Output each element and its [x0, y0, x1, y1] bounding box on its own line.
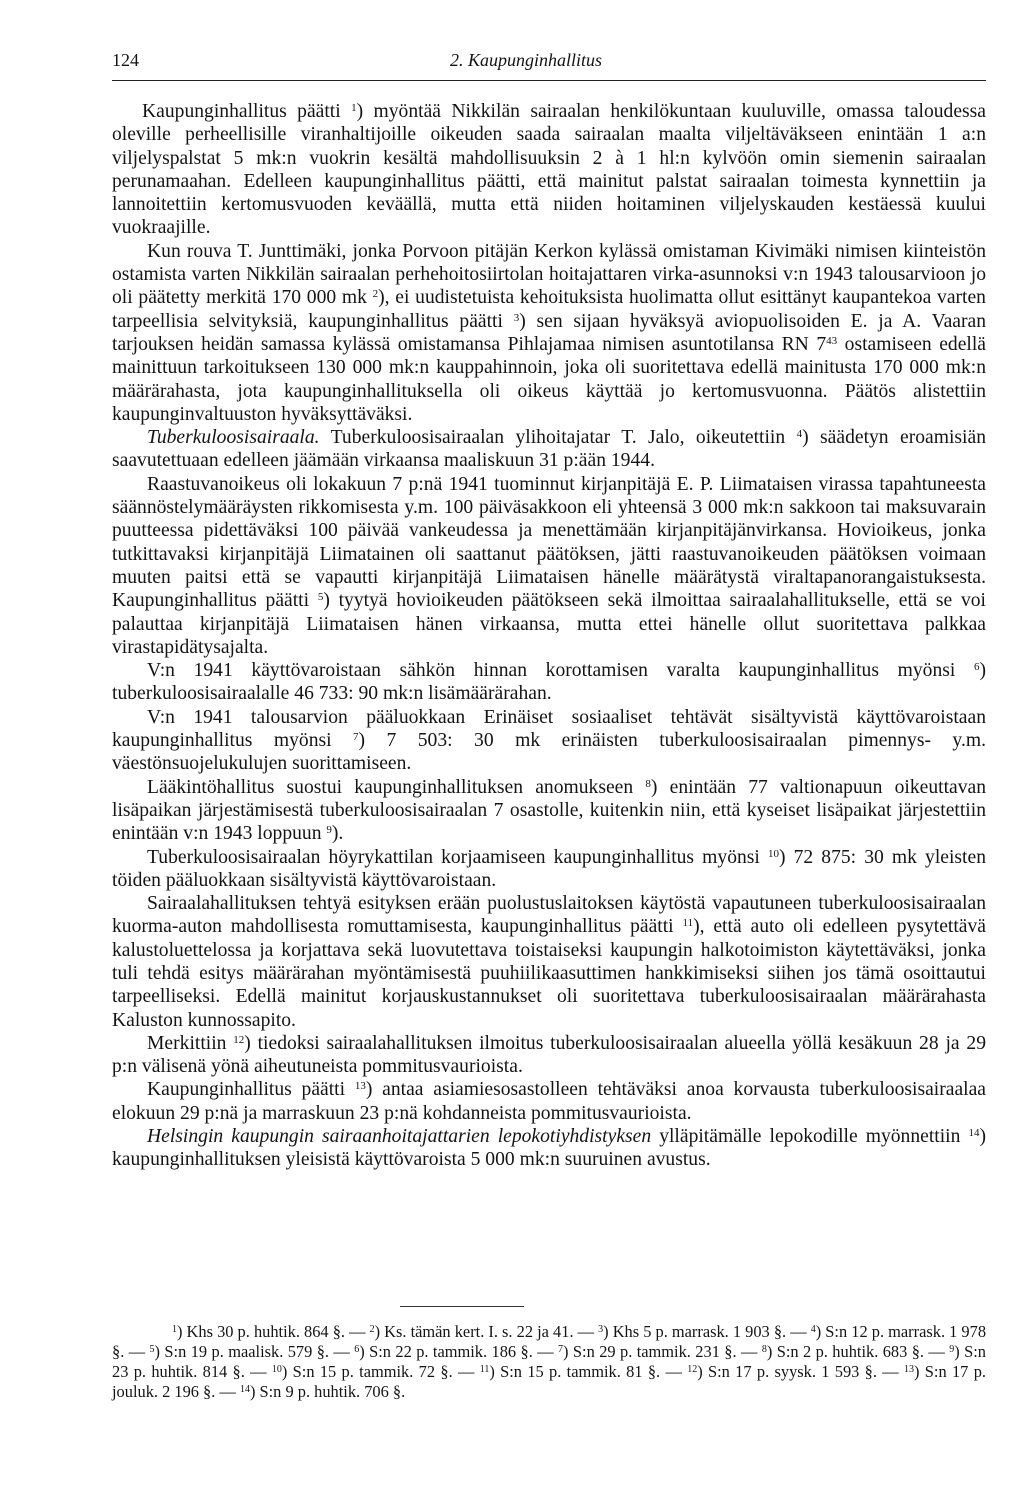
text-run: Tuberkuloosisairaalan ylihoitajatar T. Jalo, oikeutettiin: [319, 427, 797, 449]
text-run: Raastuvanoikeus oli lokakuun 7 p:nä 1941 tuominnut kirjanpitäjä E. P. Liimataisen virassa tapahtuneesta säännöstelymääräysten rikkomisesta y.m. 100 päiväsakkoon eli yhteensä 3 000 mk:n sakkoon tai maksuvarain puutteessa pidettäväksi 100 päivää vankeudessa ja menettämään kirjanpitäjänvirkansa. Hovioikeus, jonka tutkittavaksi kirjanpitäjä Liimatainen oli saattanut päätöksen, jätti raastuvanoikeuden päätöksen voimaan muuten paitsi että se vapautti kirjanpitäjä Liimataisen hänelle määrätystä viraltapanorangaistuksesta. Kaupunginhallitus päätti: [112, 473, 986, 612]
page-header: [112, 46, 986, 81]
text-run: ) S:n 23 p. huhtik. 814 §. —: [112, 1342, 986, 1381]
text-run: ) S:n 12 p. marrask. 1 978 §. —: [112, 1322, 987, 1361]
footnote-marker: 3: [513, 311, 520, 324]
footnote-marker: 8: [645, 777, 651, 790]
italic-heading: Helsingin kaupungin sairaanhoitajattarien lepokotiyhdistyksen: [147, 1126, 652, 1148]
text-run: Sairaalahallituksen tehtyä esityksen erään puolustuslaitoksen käytöstä vapautuneen tuberkuloosisairaalan kuorma-auton mahdollisesta romuttamisesta, kaupunginhallitus päätti: [112, 893, 986, 938]
footnote-marker: 5: [149, 1344, 155, 1355]
paragraph: [112, 706, 986, 776]
paragraph: [112, 1032, 986, 1079]
paragraph: [112, 659, 986, 706]
text-run: Kaupunginhallitus päätti: [147, 1079, 355, 1101]
paragraph: [112, 473, 986, 659]
footnote-marker: 10: [271, 1364, 282, 1375]
footnote-marker: 13: [904, 1364, 915, 1375]
footnote-marker: 4: [810, 1324, 816, 1335]
text-run: ).: [331, 823, 344, 845]
footnote-marker: 1: [172, 1324, 177, 1335]
footnote-marker: 11: [479, 1364, 490, 1375]
paragraph: [112, 892, 986, 1032]
footnote-marker: 6: [354, 1344, 360, 1355]
text-run: ), ei uudistetuista kehoituksista huolimatta ollut esittänyt kaupantekoa varten tarpeellisia selvityksiä, kaupunginhallitus päätti: [112, 287, 986, 332]
text-run: ) tyytyä hovioikeuden päätökseen sekä ilmoittaa sairaalahallitukselle, että se voi palauttaa kirjanpitäjä Liimataisen hänen virkaansa, mutta ettei hänelle ollut suoritettava palkkaa virastapidätysajalta.: [112, 590, 986, 658]
text-run: ) S:n 9 p. huhtik. 706 §.: [249, 1382, 406, 1401]
footnote-marker: 14: [239, 1384, 250, 1395]
text-run: ) sen sijaan hyväksyä aviopuolisoiden E. ja A. Vaaran tarjouksen heidän samassa kylässä omistamansa Pihlajamaa nimisen asuntotilansa RN 7: [112, 310, 986, 355]
text-run: ) säädetyn eroamisiän saavutettuaan edelleen jäämään virkaansa maaliskuun 31 p:ään 1944.: [112, 427, 986, 472]
text-run: V:n 1941 käyttövaroistaan sähkön hinnan korottamisen varalta kaupunginhallitus myönsi: [147, 660, 974, 682]
paragraph: [112, 1125, 986, 1172]
footnote-marker: 12: [233, 1033, 245, 1046]
footnote-marker: 2: [372, 288, 379, 301]
paragraph: [112, 776, 986, 846]
text-run: Kun rouva T. Junttimäki, jonka Porvoon pitäjän Kerkon kylässä omistaman Kivimäki nimisen kiinteistön ostamista varten Nikkilän sairaalan perhehoitosiirtolan hoitajattaren virka-asunnoksi v:n 1943 talousarvioon jo oli päätetty merkitä 170 000 mk: [112, 240, 986, 309]
text-run: ) 7 503: 30 mk erinäisten tuberkuloosisairaalan pimennys- y.m. väestönsuojelukulujen suorittamiseen.: [112, 730, 986, 775]
footnotes: [112, 1322, 986, 1402]
text-run: ) Khs 5 p. marrask. 1 903 §. —: [603, 1322, 811, 1341]
footnote-marker: 4: [796, 428, 803, 441]
footnote-marker: 9: [949, 1344, 955, 1355]
text-run: ) kaupunginhallituksen yleisistä käyttövaroista 5 000 mk:n suuruinen avustus.: [112, 1126, 986, 1171]
footnote-marker: 7: [353, 731, 359, 744]
footnote-marker: 43: [826, 334, 838, 347]
paragraph: [112, 240, 986, 426]
running-title: 2. Kaupunginhallitus: [450, 50, 603, 70]
footnote-marker: 6: [973, 661, 980, 674]
text-run: ) enintään 77 valtionapuun oikeuttavan lisäpaikan järjestämisestä tuberkuloosisairaalan 7 osastolle, kuitenkin niin, että kyseiset lisäpaikat järjestettiin enintään v:n 1943 loppuun: [112, 776, 986, 845]
paragraph: [112, 846, 986, 893]
footnote-divider: [400, 1306, 524, 1307]
footnote-marker: 1: [351, 102, 357, 114]
text-run: ) tuberkuloosisairaalalle 46 733: 90 mk:n lisämäärärahan.: [112, 660, 986, 705]
footnote-text: [112, 1322, 986, 1402]
text-run: ) S:n 22 p. tammik. 186 §. —: [359, 1342, 559, 1361]
text-run: Tuberkuloosisairaalan höyrykattilan korjaamiseen kaupunginhallitus myönsi: [147, 846, 768, 868]
text-run: ), että auto oli edelleen pysytettävä kalustoluettelossa ja korjattava sekä luovutettava toistaiseksi kaupungin halkotoimiston käytettäväksi, jonka tuli tehdä esitys määrärahan myöntämisestä puuhiilikaasuttimen hankkimiseksi siihen jos tämä osoittautui tarpeelliseksi. Edellä mainitut korjauskustannukset oli suoritettava tuberkuloosisairaalan määrärahasta Kaluston kunnossapito.: [112, 916, 986, 1031]
paragraph: [112, 100, 986, 240]
text-run: ) S:n 15 p. tammik. 81 §. —: [489, 1362, 688, 1381]
footnote-marker: 14: [968, 1127, 980, 1140]
paragraph: [112, 1078, 986, 1125]
footnote-marker: 10: [767, 847, 779, 860]
footnote-marker: 9: [326, 824, 332, 837]
footnote-marker: 3: [598, 1324, 604, 1335]
text-run: ) S:n 15 p. tammik. 72 §. —: [281, 1362, 480, 1381]
text-run: ) myöntää Nikkilän sairaalan henkilökuntaan kuuluville, omassa taloudessa oleville perheellisille viranhaltijoille oikeuden saada sairaalan maalta viljeltäväkseen enintään 1 a:n viljelyspalstat 5 mk:n vuokrin kesältä mahdollisuuksin 2 à 1 hl:n kylvöön omin siemenin sairaalan perunamaahan. Edelleen kaupunginhallitus päätti, että mainitut palstat sairaalan toimesta kynnettiin ja lannoitettiin kertomusvuoden keväällä, mutta että niiden hoitaminen viljelyskauden kestäessä kuului vuokraajille.: [112, 101, 986, 239]
paragraph: [112, 426, 986, 473]
text-run: ) S:n 17 p. syysk. 1 593 §. —: [697, 1362, 905, 1381]
text-run: ) Ks. tämän kert. I. s. 22 ja 41. —: [374, 1322, 599, 1341]
footnote-marker: 11: [682, 917, 694, 930]
text-run: ) tiedoksi sairaalahallituksen ilmoitus tuberkuloosisairaalan alueella yöllä kesäkuun 28 ja 29 p:n välisenä yönä aiheutuneista pommitusvaurioista.: [112, 1032, 986, 1078]
footnote-marker: 12: [687, 1364, 698, 1375]
text-run: ) 72 875: 30 mk yleisten töiden pääluokkaan sisältyvistä käyttövaroistaan.: [112, 846, 986, 891]
text-run: Lääkintöhallitus suostui kaupunginhallituksen anomukseen: [147, 776, 646, 798]
text-run: ) antaa asiamiesosastolleen tehtäväksi anoa korvausta tuberkuloosisairaalaa elokuun 29 p:nä ja marraskuun 23 p:nä kohdanneista pommitusvaurioista.: [112, 1079, 986, 1124]
text-run: ) Khs 30 p. huhtik. 864 §. —: [177, 1322, 370, 1341]
text-run: ) S:n 17 p. jouluk. 2 196 §. —: [112, 1362, 986, 1401]
footnote-marker: 7: [558, 1344, 564, 1355]
text-run: ) S:n 2 p. huhtik. 683 §. —: [766, 1342, 950, 1361]
footnote-marker: 8: [761, 1344, 767, 1355]
text-run: ) S:n 29 p. tammik. 231 §. —: [563, 1342, 762, 1361]
page-number: 124: [112, 50, 139, 70]
footnote-marker: 5: [317, 591, 324, 604]
text-run: ostamiseen edellä mainittuun tarkoitukseen 130 000 mk:n kauppahinnoin, joka oli suoritettava edellä mainitusta 170 000 mk:n määrärahasta, jota kaupunginhallituksella oli oikeus käyttää jo kertomusvuonna. Päätös alistettiin kaupunginvaltuuston hyväksyttäväksi.: [112, 333, 986, 425]
text-run: ylläpitämälle lepokodille myönnettiin: [651, 1126, 969, 1148]
italic-heading: Tuberkuloosisairaala.: [147, 427, 320, 449]
text-run: Merkittiin: [147, 1032, 234, 1054]
text-run: V:n 1941 talousarvion pääluokkaan Erinäiset sosiaaliset tehtävät sisältyvistä käyttövaroistaan kaupunginhallitus myönsi: [112, 706, 986, 752]
footnote-marker: 2: [369, 1324, 375, 1335]
text-run: Kaupunginhallitus päätti: [142, 101, 352, 122]
text-run: ) S:n 19 p. maalisk. 579 §. —: [154, 1342, 355, 1361]
footnote-marker: 13: [354, 1080, 366, 1093]
body-text: [112, 100, 986, 1172]
